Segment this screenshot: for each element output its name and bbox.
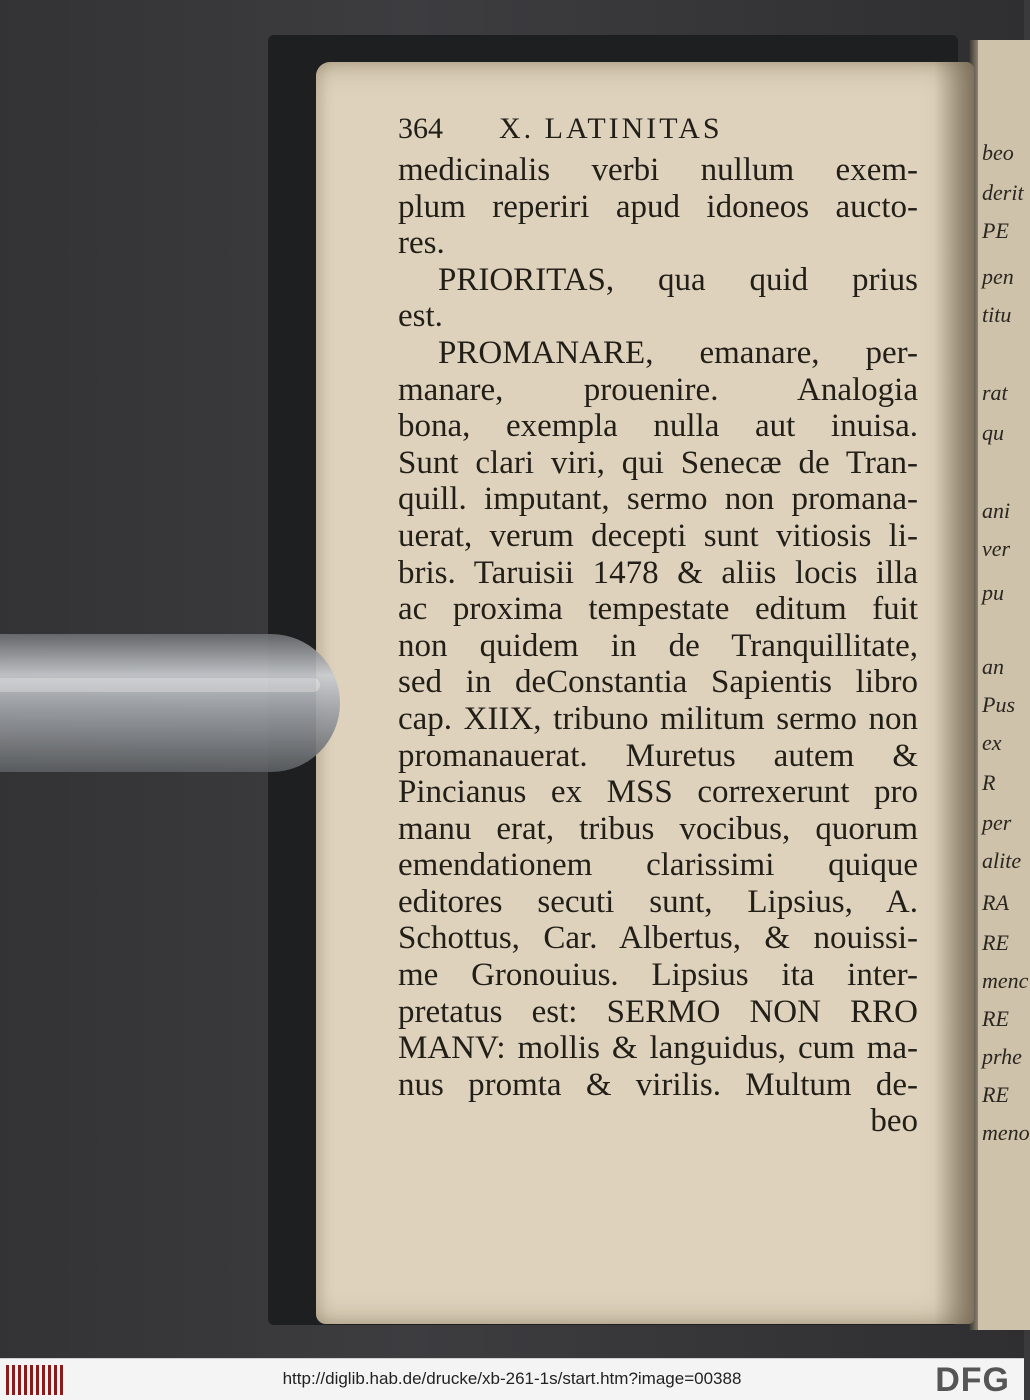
page-gutter-shadow <box>934 62 974 1324</box>
facing-page-fragment: ex <box>982 730 1002 755</box>
facing-page-fragment: titu <box>982 302 1012 327</box>
text-line: sed in deConstantia Sapientis libro <box>398 664 918 701</box>
facing-page-fragment: Pus <box>982 692 1015 717</box>
facing-page <box>968 40 1030 1330</box>
text-line: bris. Taruisii 1478 & aliis locis illa <box>398 554 918 591</box>
catchword: beo <box>870 1103 918 1140</box>
text-line: me Gronouius. Lipsius ita inter- <box>398 957 918 994</box>
source-url-link[interactable]: http://diglib.hab.de/drucke/xb-261-1s/start.htm?image=00388 <box>282 1369 742 1388</box>
page-number: 364 <box>398 112 443 145</box>
text-line: Sunt clari viri, qui Senecæ de Tran- <box>398 444 918 481</box>
text-line: plum reperiri apud idoneos aucto- <box>398 188 918 225</box>
text-line: MANV: mollis & languidus, cum ma- <box>398 1030 918 1067</box>
facing-page-fragment: menc <box>982 968 1029 993</box>
text-line: manu erat, tribus vocibus, quorum <box>398 810 918 847</box>
facing-page-fragment: RE <box>982 930 1009 955</box>
facing-page-fragment: alite <box>982 848 1022 873</box>
text-line: Schottus, Car. Albertus, & nouissi- <box>398 920 918 957</box>
text-line: est. <box>398 298 443 335</box>
text-line: Pincianus ex MSS correxerunt pro <box>398 774 918 811</box>
facing-page-fragment: PE <box>982 218 1009 243</box>
text-line: PRIORITAS, qua quid prius <box>438 261 918 298</box>
text-line: ac proxima tempestate editum fuit <box>398 591 918 628</box>
running-title: X. LATINITAS <box>499 112 723 145</box>
facing-page-fragment: per <box>982 810 1012 835</box>
facing-page-fragment: beo <box>982 140 1014 165</box>
text-line: quill. imputant, sermo non promana- <box>398 481 918 518</box>
text-line: editores secuti sunt, Lipsius, A. <box>398 883 918 920</box>
text-line: manare, prouenire. Analogia <box>398 371 918 408</box>
text-line: non quidem in de Tranquillitate, <box>398 627 918 664</box>
facing-page-fragment: rat <box>982 380 1008 405</box>
page-clamp <box>0 634 340 772</box>
facing-page-fragment: meno <box>982 1120 1030 1145</box>
text-line: cap. XIIX, tribuno militum sermo non <box>398 700 918 737</box>
text-line: medicinalis verbi nullum exem- <box>398 152 918 188</box>
facing-page-fragment: ver <box>982 536 1011 561</box>
text-line: res. <box>398 225 445 262</box>
facing-page-fragment: R <box>982 770 996 795</box>
facing-page-fragment: ani <box>982 498 1011 523</box>
facing-page-fragment: qu <box>982 420 1004 445</box>
facing-page-fragment: RA <box>982 890 1009 915</box>
running-header <box>398 112 918 152</box>
facing-page-fragment: prhe <box>982 1044 1022 1069</box>
facing-page-fragment: an <box>982 654 1004 679</box>
text-line: bona, exempla nulla aut inuisa. <box>398 408 918 445</box>
text-line: promanauerat. Muretus autem & <box>398 737 918 774</box>
viewer-footer <box>0 1358 1024 1400</box>
facing-page-fragment: derit <box>982 180 1024 205</box>
facing-page-fragment: RE <box>982 1006 1009 1031</box>
facing-page-fragment: pen <box>982 264 1014 289</box>
page-text <box>398 112 918 1140</box>
dfg-logo: DFG <box>935 1361 1010 1399</box>
facing-page-fragment: RE <box>982 1082 1009 1107</box>
text-line: emendationem clarissimi quique <box>398 847 918 884</box>
text-line: nus promta & virilis. Multum de- <box>398 1066 918 1103</box>
facing-page-fragment: pu <box>982 580 1004 605</box>
text-line: PROMANARE, emanare, per- <box>438 334 918 371</box>
text-line: pretatus est: SERMO NON RRO <box>398 993 918 1030</box>
text-line: uerat, verum decepti sunt vitiosis li- <box>398 517 918 554</box>
